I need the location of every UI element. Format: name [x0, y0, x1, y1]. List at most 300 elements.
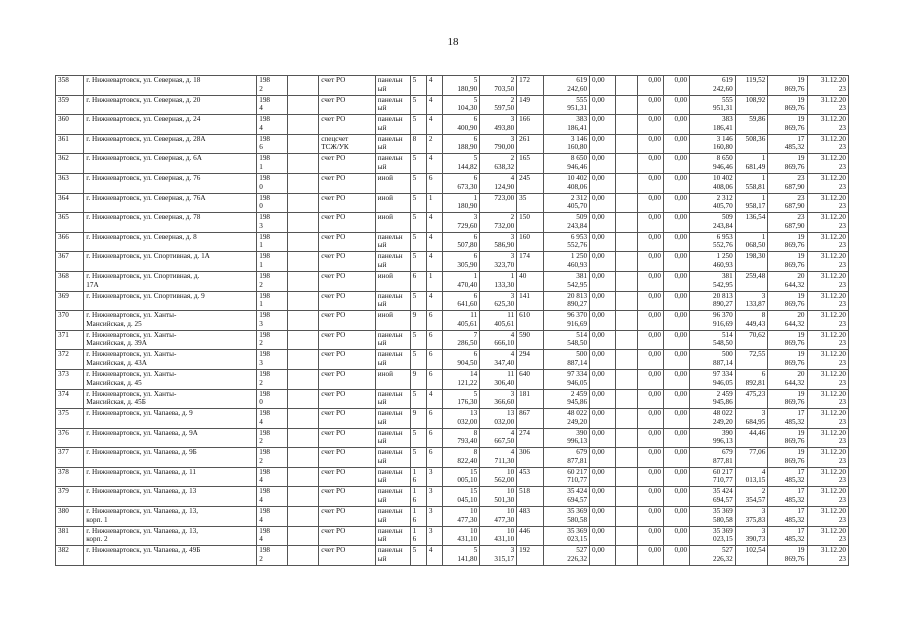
table-cell: 35	[517, 193, 544, 213]
table-cell: 97 334 946,05	[690, 369, 736, 389]
table-cell	[287, 213, 319, 233]
table-cell: 6	[426, 428, 442, 448]
table-cell: панельн ый	[375, 134, 410, 154]
table-cell: 5 176,30	[443, 389, 480, 409]
table-cell: 5	[410, 448, 426, 468]
table-cell: 0,00	[637, 330, 663, 350]
table-cell	[287, 134, 319, 154]
table-cell: 31.12.20 23	[807, 428, 848, 448]
table-cell: 5	[410, 115, 426, 135]
table-cell: 31.12.20 23	[807, 546, 848, 566]
table-cell: 0,00	[663, 369, 689, 389]
table-cell	[616, 330, 638, 350]
table-cell: 0,00	[637, 115, 663, 135]
table-cell: 2 638,32	[480, 154, 517, 174]
table-cell: 96 370 916,69	[544, 311, 590, 331]
table-cell: 5	[410, 213, 426, 233]
table-cell: 5	[410, 330, 426, 350]
table-cell: 31.12.20 23	[807, 389, 848, 409]
table-cell: счет РО	[319, 467, 376, 487]
table-cell: 1	[426, 193, 442, 213]
table-cell: 3 146 160,80	[544, 134, 590, 154]
table-cell: 0,00	[590, 487, 616, 507]
table-cell: 8 449,43	[735, 311, 768, 331]
table-cell: 165	[517, 154, 544, 174]
table-cell: 3 493,80	[480, 115, 517, 135]
table-cell: 381 542,95	[544, 271, 590, 291]
table-cell: 0,00	[637, 193, 663, 213]
table-cell: 19 869,76	[768, 350, 807, 370]
table-cell: иной	[375, 271, 410, 291]
table-cell: 11 306,40	[480, 369, 517, 389]
table-cell: 198 4	[257, 507, 287, 527]
table-row	[56, 311, 849, 331]
table-cell: 70,62	[735, 330, 768, 350]
table-cell: г. Нижневартовск, ул. Ханты- Мансийская, д. 25	[84, 311, 257, 331]
table-cell: панельн ый	[375, 330, 410, 350]
table-cell: 19 869,76	[768, 154, 807, 174]
table-cell: 4	[426, 252, 442, 272]
table-cell: 19 869,76	[768, 252, 807, 272]
table-cell: 1 068,50	[735, 232, 768, 252]
table-cell: спецсчет ТСЖ/УК	[319, 134, 376, 154]
table-cell: 0,00	[663, 507, 689, 527]
table-cell: г. Нижневартовск, ул. Ханты- Мансийская, д. 39А	[84, 330, 257, 350]
table-cell: 6 953 552,76	[544, 232, 590, 252]
table-row	[56, 507, 849, 527]
table-cell: 6 892,81	[735, 369, 768, 389]
table-cell: панельн ый	[375, 448, 410, 468]
table-cell: счет РО	[319, 115, 376, 135]
table-cell	[287, 232, 319, 252]
table-cell	[287, 526, 319, 546]
table-cell: 4	[426, 213, 442, 233]
table-row	[56, 134, 849, 154]
table-row	[56, 95, 849, 115]
table-cell: 361	[56, 134, 84, 154]
table-cell: г. Нижневартовск, ул. Чапаева, д. 13	[84, 487, 257, 507]
table-row	[56, 409, 849, 429]
table-cell: 366	[56, 232, 84, 252]
table-cell: иной	[375, 173, 410, 193]
table-cell: 11 405,61	[480, 311, 517, 331]
table-cell: счет РО	[319, 428, 376, 448]
table-cell: 679 877,81	[544, 448, 590, 468]
table-cell: 379	[56, 487, 84, 507]
table-cell: 3 323,70	[480, 252, 517, 272]
table-cell: 119,52	[735, 76, 768, 96]
table-cell: 17 485,32	[768, 487, 807, 507]
table-cell: 3 684,95	[735, 409, 768, 429]
table-cell: 5	[410, 232, 426, 252]
table-cell: 0,00	[590, 271, 616, 291]
table-cell: 374	[56, 389, 84, 409]
table-cell: 0,00	[663, 76, 689, 96]
table-cell: 3 586,90	[480, 232, 517, 252]
table-cell: иной	[375, 369, 410, 389]
table-cell: 6	[426, 330, 442, 350]
table-cell: панельн ый	[375, 487, 410, 507]
table-cell: 198 1	[257, 291, 287, 311]
table-cell: 198 2	[257, 76, 287, 96]
table-cell: счет РО	[319, 76, 376, 96]
table-cell: 259,48	[735, 271, 768, 291]
table-cell: 0,00	[663, 330, 689, 350]
table-cell	[287, 154, 319, 174]
table-cell: панельн ый	[375, 252, 410, 272]
table-cell: панельн ый	[375, 546, 410, 566]
table-cell: г. Нижневартовск, ул. Ханты- Мансийская, д. 43А	[84, 350, 257, 370]
table-cell: 0,00	[590, 409, 616, 429]
table-cell: 383 186,41	[544, 115, 590, 135]
table-cell: 380	[56, 507, 84, 527]
table-cell: 0,00	[590, 76, 616, 96]
table-cell: 383 186,41	[690, 115, 736, 135]
table-cell	[287, 428, 319, 448]
table-cell: 5	[410, 154, 426, 174]
table-row	[56, 173, 849, 193]
table-cell: 10 562,00	[480, 467, 517, 487]
table-cell: 10 501,30	[480, 487, 517, 507]
table-cell: 10 402 408,06	[690, 173, 736, 193]
table-cell: 514 548,50	[544, 330, 590, 350]
table-cell: 31.12.20 23	[807, 95, 848, 115]
table-cell	[616, 193, 638, 213]
table-cell	[616, 134, 638, 154]
table-cell: 15 045,10	[443, 487, 480, 507]
table-cell: 1 133,30	[480, 271, 517, 291]
table-cell: 6	[410, 271, 426, 291]
table-cell: 23 687,90	[768, 173, 807, 193]
table-cell: 0,00	[637, 134, 663, 154]
table-cell: 4	[426, 154, 442, 174]
table-cell: 77,06	[735, 448, 768, 468]
table-cell: г. Нижневартовск, ул. Северная, д. 24	[84, 115, 257, 135]
table-cell: 31.12.20 23	[807, 409, 848, 429]
table-cell: г. Нижневартовск, ул. Ханты- Мансийская, д. 45	[84, 369, 257, 389]
table-cell: 17 485,32	[768, 507, 807, 527]
table-cell	[287, 369, 319, 389]
table-cell: 274	[517, 428, 544, 448]
table-cell: 679 877,81	[690, 448, 736, 468]
table-cell: 4 666,10	[480, 330, 517, 350]
table-cell: 17 485,32	[768, 467, 807, 487]
table-cell: 6 953 552,76	[690, 232, 736, 252]
table-cell: 31.12.20 23	[807, 487, 848, 507]
table-cell: 31.12.20 23	[807, 526, 848, 546]
table-cell: 198 0	[257, 193, 287, 213]
table-cell: 174	[517, 252, 544, 272]
table-cell: 31.12.20 23	[807, 350, 848, 370]
table-cell: 0,00	[637, 487, 663, 507]
table-cell: 3 790,00	[480, 134, 517, 154]
table-cell: 5	[410, 173, 426, 193]
table-cell: 475,23	[735, 389, 768, 409]
table-cell: 2 312 405,70	[690, 193, 736, 213]
table-cell: 0,00	[637, 409, 663, 429]
table-cell: панельн ый	[375, 526, 410, 546]
table-cell: 31.12.20 23	[807, 154, 848, 174]
table-cell	[287, 291, 319, 311]
table-cell: 31.12.20 23	[807, 213, 848, 233]
table-cell: 370	[56, 311, 84, 331]
table-cell: 509 243,84	[690, 213, 736, 233]
table-cell: 5	[410, 546, 426, 566]
table-cell: 390 996,13	[544, 428, 590, 448]
table-cell: 2 459 945,86	[544, 389, 590, 409]
table-cell: 48 022 249,20	[544, 409, 590, 429]
table-cell: счет РО	[319, 193, 376, 213]
table-row	[56, 193, 849, 213]
table-cell: г. Нижневартовск, ул. Северная, д. 28А	[84, 134, 257, 154]
table-cell: 2 312 405,70	[544, 193, 590, 213]
table-cell: 0,00	[637, 95, 663, 115]
table-cell	[287, 193, 319, 213]
table-cell: 5	[410, 95, 426, 115]
table-cell: счет РО	[319, 173, 376, 193]
table-cell: 172	[517, 76, 544, 96]
table-cell: 610	[517, 311, 544, 331]
table-cell: 19 869,76	[768, 95, 807, 115]
table-cell: 0,00	[637, 154, 663, 174]
table-cell: 367	[56, 252, 84, 272]
table-cell: 0,00	[637, 526, 663, 546]
table-cell: панельн ый	[375, 95, 410, 115]
table-cell: г. Нижневартовск, ул. Чапаева, д. 13, корп. 1	[84, 507, 257, 527]
table-cell: г. Нижневартовск, ул. Спортивная, д. 17А	[84, 271, 257, 291]
table-cell: счет РО	[319, 95, 376, 115]
table-cell: 35 369 023,15	[690, 526, 736, 546]
table-cell: 198 3	[257, 311, 287, 331]
table-cell: 40	[517, 271, 544, 291]
table-cell: панельн ый	[375, 507, 410, 527]
table-cell: 3	[426, 526, 442, 546]
table-row	[56, 526, 849, 546]
table-cell: 19 869,76	[768, 291, 807, 311]
table-cell: счет РО	[319, 409, 376, 429]
table-cell: 0,00	[590, 193, 616, 213]
table-cell: 198 4	[257, 467, 287, 487]
table-cell: 198 6	[257, 134, 287, 154]
table-cell: 6	[426, 311, 442, 331]
table-cell: 500 887,14	[690, 350, 736, 370]
table-cell: 0,00	[590, 428, 616, 448]
table-cell: панельн ый	[375, 389, 410, 409]
table-cell: 0,00	[637, 428, 663, 448]
table-cell: 1 6	[410, 487, 426, 507]
table-cell: 35 369 580,58	[690, 507, 736, 527]
table-cell: 6	[426, 409, 442, 429]
table-row	[56, 330, 849, 350]
houses-table	[55, 75, 849, 566]
table-cell: 198 0	[257, 389, 287, 409]
table-cell: счет РО	[319, 526, 376, 546]
table-cell: 181	[517, 389, 544, 409]
table-cell: 0,00	[663, 193, 689, 213]
table-cell: 149	[517, 95, 544, 115]
table-cell: г. Нижневартовск, ул. Северная, д. 76А	[84, 193, 257, 213]
table-cell: 3	[426, 467, 442, 487]
table-cell: 8 793,40	[443, 428, 480, 448]
table-cell: 0,00	[590, 173, 616, 193]
table-cell: 0,00	[637, 232, 663, 252]
table-cell: 35 424 694,57	[544, 487, 590, 507]
table-cell: 1 180,90	[443, 193, 480, 213]
table-cell: 20 644,32	[768, 271, 807, 291]
table-cell: 0,00	[663, 350, 689, 370]
table-cell: 5 144,82	[443, 154, 480, 174]
table-cell: 141	[517, 291, 544, 311]
table-cell: 0,00	[637, 369, 663, 389]
table-cell	[287, 252, 319, 272]
table-cell: 13 032,00	[480, 409, 517, 429]
table-cell: счет РО	[319, 507, 376, 527]
table-cell: 102,54	[735, 546, 768, 566]
table-cell: 358	[56, 76, 84, 96]
table-cell	[287, 467, 319, 487]
table-cell: 6	[426, 369, 442, 389]
table-cell	[287, 546, 319, 566]
table-cell: 19 869,76	[768, 428, 807, 448]
table-cell: г. Нижневартовск, ул. Спортивная, д. 9	[84, 291, 257, 311]
table-cell: счет РО	[319, 546, 376, 566]
table-cell: 0,00	[663, 487, 689, 507]
table-cell: г. Нижневартовск, ул. Северная, д. 76	[84, 173, 257, 193]
table-cell: 0,00	[637, 173, 663, 193]
table-cell: 0,00	[590, 507, 616, 527]
table-cell: 5	[410, 193, 426, 213]
table-cell: г. Нижневартовск, ул. Чапаева, д. 49Б	[84, 546, 257, 566]
table-cell: 382	[56, 546, 84, 566]
table-cell: 372	[56, 350, 84, 370]
table-cell: счет РО	[319, 389, 376, 409]
table-cell: 0,00	[590, 311, 616, 331]
table-cell	[287, 330, 319, 350]
table-row	[56, 115, 849, 135]
table-cell: г. Нижневартовск, ул. Северная, д. 78	[84, 213, 257, 233]
table-cell: панельн ый	[375, 154, 410, 174]
table-cell: 0,00	[663, 213, 689, 233]
table-cell: счет РО	[319, 369, 376, 389]
table-cell: 518	[517, 487, 544, 507]
table-cell: 31.12.20 23	[807, 271, 848, 291]
table-cell: 8	[410, 134, 426, 154]
table-cell: 2 703,50	[480, 76, 517, 96]
table-cell: 10 431,10	[480, 526, 517, 546]
table-cell	[287, 173, 319, 193]
table-cell	[287, 409, 319, 429]
table-cell: 198 4	[257, 487, 287, 507]
table-cell: 508,36	[735, 134, 768, 154]
table-cell	[287, 115, 319, 135]
table-cell: 5	[410, 350, 426, 370]
table-cell: 0,00	[590, 213, 616, 233]
table-cell: счет РО	[319, 330, 376, 350]
table-cell: 5 104,30	[443, 95, 480, 115]
table-cell: 198 3	[257, 213, 287, 233]
table-cell: 198 3	[257, 350, 287, 370]
table-cell: г. Нижневартовск, ул. Чапаева, д. 9	[84, 409, 257, 429]
table-cell: 363	[56, 173, 84, 193]
table-cell: 9	[410, 311, 426, 331]
table-cell: 31.12.20 23	[807, 134, 848, 154]
table-cell: 0,00	[590, 330, 616, 350]
table-cell: г. Нижневартовск, ул. Спортивная, д. 1А	[84, 252, 257, 272]
table-cell: 198 1	[257, 232, 287, 252]
table-cell	[616, 507, 638, 527]
table-cell: 1 558,81	[735, 173, 768, 193]
table-cell: 0,00	[663, 173, 689, 193]
table-cell: 364	[56, 193, 84, 213]
table-cell: 198 1	[257, 252, 287, 272]
table-cell: 6 641,60	[443, 291, 480, 311]
table-cell: 8 822,40	[443, 448, 480, 468]
table-cell: 96 370 916,69	[690, 311, 736, 331]
table-cell: 390 996,13	[690, 428, 736, 448]
table-cell	[616, 291, 638, 311]
table-cell: 6 904,50	[443, 350, 480, 370]
table-cell: 0,00	[590, 252, 616, 272]
table-cell: 5	[410, 252, 426, 272]
table-cell: 8 650 946,46	[690, 154, 736, 174]
table-cell: 3	[426, 487, 442, 507]
table-row	[56, 232, 849, 252]
table-cell: 0,00	[663, 95, 689, 115]
table-cell: 0,00	[637, 311, 663, 331]
table-cell: 4	[426, 115, 442, 135]
table-cell: 198 4	[257, 115, 287, 135]
table-cell	[616, 487, 638, 507]
table-row	[56, 389, 849, 409]
table-cell: счет РО	[319, 232, 376, 252]
table-cell: 31.12.20 23	[807, 467, 848, 487]
table-cell: иной	[375, 193, 410, 213]
table-cell: 6 400,90	[443, 115, 480, 135]
table-cell: 20 644,32	[768, 369, 807, 389]
table-cell: 10 477,30	[443, 507, 480, 527]
table-cell: 5	[410, 76, 426, 96]
table-cell: 1 470,40	[443, 271, 480, 291]
table-cell: 0,00	[663, 409, 689, 429]
table-cell: 0,00	[637, 350, 663, 370]
table-cell: 136,54	[735, 213, 768, 233]
table-cell: счет РО	[319, 311, 376, 331]
table-cell	[616, 154, 638, 174]
table-cell: 6	[426, 173, 442, 193]
table-cell: 44,46	[735, 428, 768, 448]
table-row	[56, 546, 849, 566]
table-cell: 2 732,00	[480, 213, 517, 233]
table-cell: 31.12.20 23	[807, 330, 848, 350]
table-cell: 4 711,30	[480, 448, 517, 468]
table-cell: 4 013,15	[735, 467, 768, 487]
table-cell: 17 485,32	[768, 409, 807, 429]
table-cell	[287, 311, 319, 331]
table-cell: 0,00	[590, 448, 616, 468]
table-row	[56, 291, 849, 311]
table-cell: 1 250 460,93	[690, 252, 736, 272]
table-cell: 359	[56, 95, 84, 115]
table-cell: 35 369 580,58	[544, 507, 590, 527]
table-row	[56, 154, 849, 174]
table-cell: 1 6	[410, 467, 426, 487]
table-cell: 0,00	[590, 350, 616, 370]
table-cell: 0,00	[663, 115, 689, 135]
table-row	[56, 487, 849, 507]
table-cell: 198 2	[257, 330, 287, 350]
table-cell: 0,00	[590, 291, 616, 311]
table-cell: г. Нижневартовск, ул. Ханты- Мансийская, д. 45Б	[84, 389, 257, 409]
